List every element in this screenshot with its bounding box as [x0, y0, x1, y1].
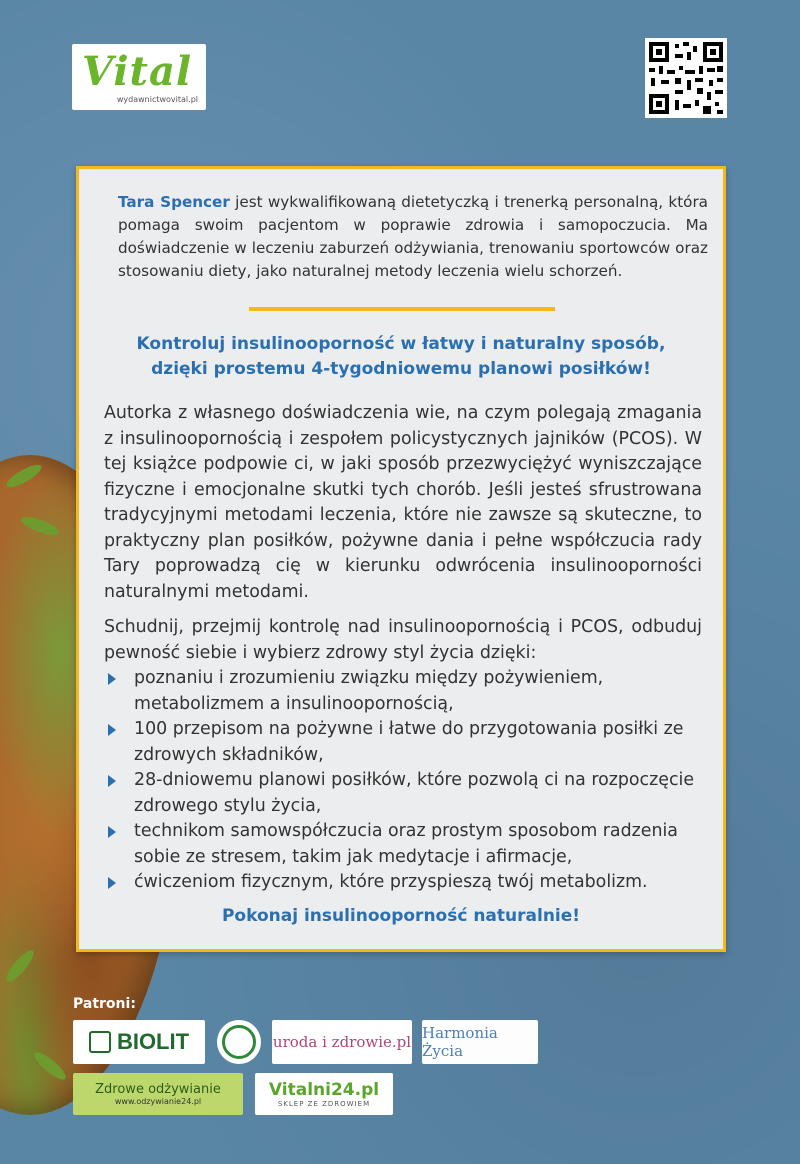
- bullet-arrow-icon: [108, 724, 116, 736]
- description-paragraph-2: Schudnij, przejmij kontrolę nad insulinoopornością i PCOS, odbuduj pewność siebie i wybierz zdrowy styl życia dzięki:: [104, 617, 702, 663]
- publisher-url: wydawnictwovital.pl: [116, 95, 198, 104]
- patron-harmonia-name: Harmonia Życia: [422, 1024, 498, 1060]
- patron-logo-harmonia: [422, 1020, 538, 1064]
- patron-zdrowe-name: Zdrowe odżywianie: [95, 1082, 221, 1097]
- list-item-text: poznaniu i zrozumieniu związku między pożywieniem, metabolizmem a insulinoopornością,: [134, 668, 604, 714]
- patron-logo-seal: [217, 1020, 261, 1064]
- publisher-logo-word: Vital: [82, 48, 193, 95]
- qr-code: [645, 38, 727, 118]
- list-item-text: 100 przepisom na pożywne i łatwe do przygotowania posiłki ze zdrowych składników,: [134, 719, 684, 765]
- description-panel: [76, 166, 726, 952]
- patron-biolit-name: BIOLIT: [116, 1029, 190, 1054]
- list-item: [104, 768, 702, 819]
- patron-logo-vitalni24: [255, 1073, 393, 1115]
- list-item-text: 28-dniowemu planowi posiłków, które pozwolą ci na rozpoczęcie zdrowego stylu życia,: [134, 770, 695, 816]
- patron-logo-uroda: [272, 1020, 412, 1064]
- bullet-arrow-icon: [108, 826, 116, 838]
- patron-uroda-name: uroda i zdrowie.pl: [272, 1033, 412, 1051]
- patron-logo-zdrowe-odzywianie: [73, 1073, 243, 1115]
- seal-icon: [222, 1025, 256, 1059]
- description-paragraph-1: Autorka z własnego doświadczenia wie, na czym polegają zmagania z insulinoopornością i zespołem policystycznych jajników (PCOS). W tej książce podpowie ci, w jaki sposób przezwyciężyć wyniszczające fizyczne i emocjonalne skutki tych chorób. Jeśli jesteś sfrustrowana tradycyjnymi metodami leczenia, które nie zawsze są skuteczne, to praktyczny plan posiłków, pożywne dania i pełne współczucia rady Tary poprowadzą cię w kierunku odwrócenia insulinooporności naturalnymi metodami.: [104, 403, 702, 602]
- qr-code-icon: [645, 38, 727, 118]
- bullet-arrow-icon: [108, 673, 116, 685]
- closing-tagline: Pokonaj insulinooporność naturalnie!: [221, 906, 581, 926]
- list-item: [104, 870, 702, 896]
- headline-line-2: dzięki prostemu 4-tygodniowemu planowi posiłków!: [151, 359, 651, 379]
- bullet-arrow-icon: [108, 877, 116, 889]
- benefit-list: [104, 666, 702, 896]
- bullet-arrow-icon: [108, 775, 116, 787]
- list-item: [104, 666, 702, 717]
- list-item: [104, 819, 702, 870]
- author-bio-text: jest wykwalifikowaną dietetyczką i trenerką personalną, która pomaga swoim pacjentom w poprawie zdrowia i samopoczucia. Ma doświadczenie w leczeniu zaburzeń odżywiania, trenowaniu sportowców oraz stosowaniu diety, jako naturalnej metody leczenia wielu schorzeń.: [118, 193, 708, 280]
- author-name: Tara Spencer: [118, 193, 230, 211]
- list-item-text: technikom samowspółczucia oraz prostym sposobom radzenia sobie ze stresem, takim jak medytacje i afirmacje,: [134, 821, 678, 867]
- leaf-icon: [89, 1031, 111, 1053]
- patron-vitalni-name: Vitalni24.pl: [268, 1080, 380, 1100]
- patron-logo-biolit: [73, 1020, 205, 1064]
- divider: [249, 307, 555, 311]
- list-item-text: ćwiczeniom fizycznym, które przyspieszą twój metabolizm.: [134, 872, 648, 892]
- list-item: [104, 717, 702, 768]
- author-bio: [118, 191, 708, 283]
- headline-line-1: Kontroluj insulinooporność w łatwy i naturalny sposób,: [136, 334, 666, 354]
- patron-vitalni-sub: SKLEP ZE ZDROWIEM: [277, 1100, 371, 1108]
- publisher-logo: [72, 44, 206, 110]
- patron-zdrowe-url: www.odzywianie24.pl: [114, 1097, 202, 1106]
- headline: [99, 332, 703, 382]
- patrons-label: Patroni:: [73, 996, 136, 1012]
